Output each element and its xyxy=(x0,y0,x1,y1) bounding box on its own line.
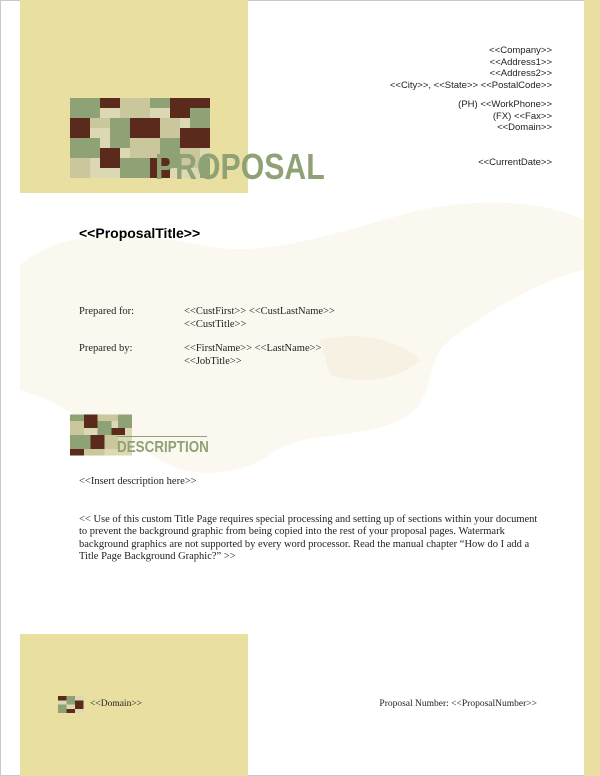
customer-name: <<CustFirst>> <<CustLastName>> xyxy=(184,306,335,317)
company-line: <<Company>> xyxy=(489,45,552,56)
author-job-title: <<JobTitle>> xyxy=(184,356,242,367)
author-name: <<FirstName>> <<LastName>> xyxy=(184,343,322,354)
camo-pattern-icon xyxy=(57,696,84,713)
description-rule xyxy=(117,436,207,437)
domain-line: <<Domain>> xyxy=(497,122,552,133)
description-placeholder: <<Insert description here>> xyxy=(79,476,197,487)
description-heading: DESCRIPTION xyxy=(117,439,209,456)
right-band xyxy=(584,0,600,776)
prepared-by-label: Prepared by: xyxy=(79,343,133,354)
proposal-number: Proposal Number: <<ProposalNumber>> xyxy=(379,699,537,709)
customer-title: <<CustTitle>> xyxy=(184,319,247,330)
phone-line: (PH) <<WorkPhone>> xyxy=(458,99,552,110)
address2-line: <<Address2>> xyxy=(489,68,552,79)
fax-line: (FX) <<Fax>> xyxy=(492,110,552,122)
proposal-title: <<ProposalTitle>> xyxy=(79,225,201,241)
city-state-line: <<City>>, <<State>> <<PostalCode>> xyxy=(389,79,552,91)
address1-line: <<Address1>> xyxy=(489,56,552,68)
current-date: <<CurrentDate>> xyxy=(478,157,552,168)
footer-domain: <<Domain>> xyxy=(90,699,143,709)
background-graphic-notice: << Use of this custom Title Page requires special processing and setting up of sections within your document to prevent the background graphic from being copied into the rest of your proposal pages. Watermark background graphics are not supported by every word processor. Read the manual chapter “How do I add a Title Page Background Graphic?” >> xyxy=(79,514,538,562)
proposal-heading: PROPOSAL xyxy=(155,146,325,187)
company-contact-block xyxy=(390,45,552,134)
prepared-for-label: Prepared for: xyxy=(79,306,135,317)
